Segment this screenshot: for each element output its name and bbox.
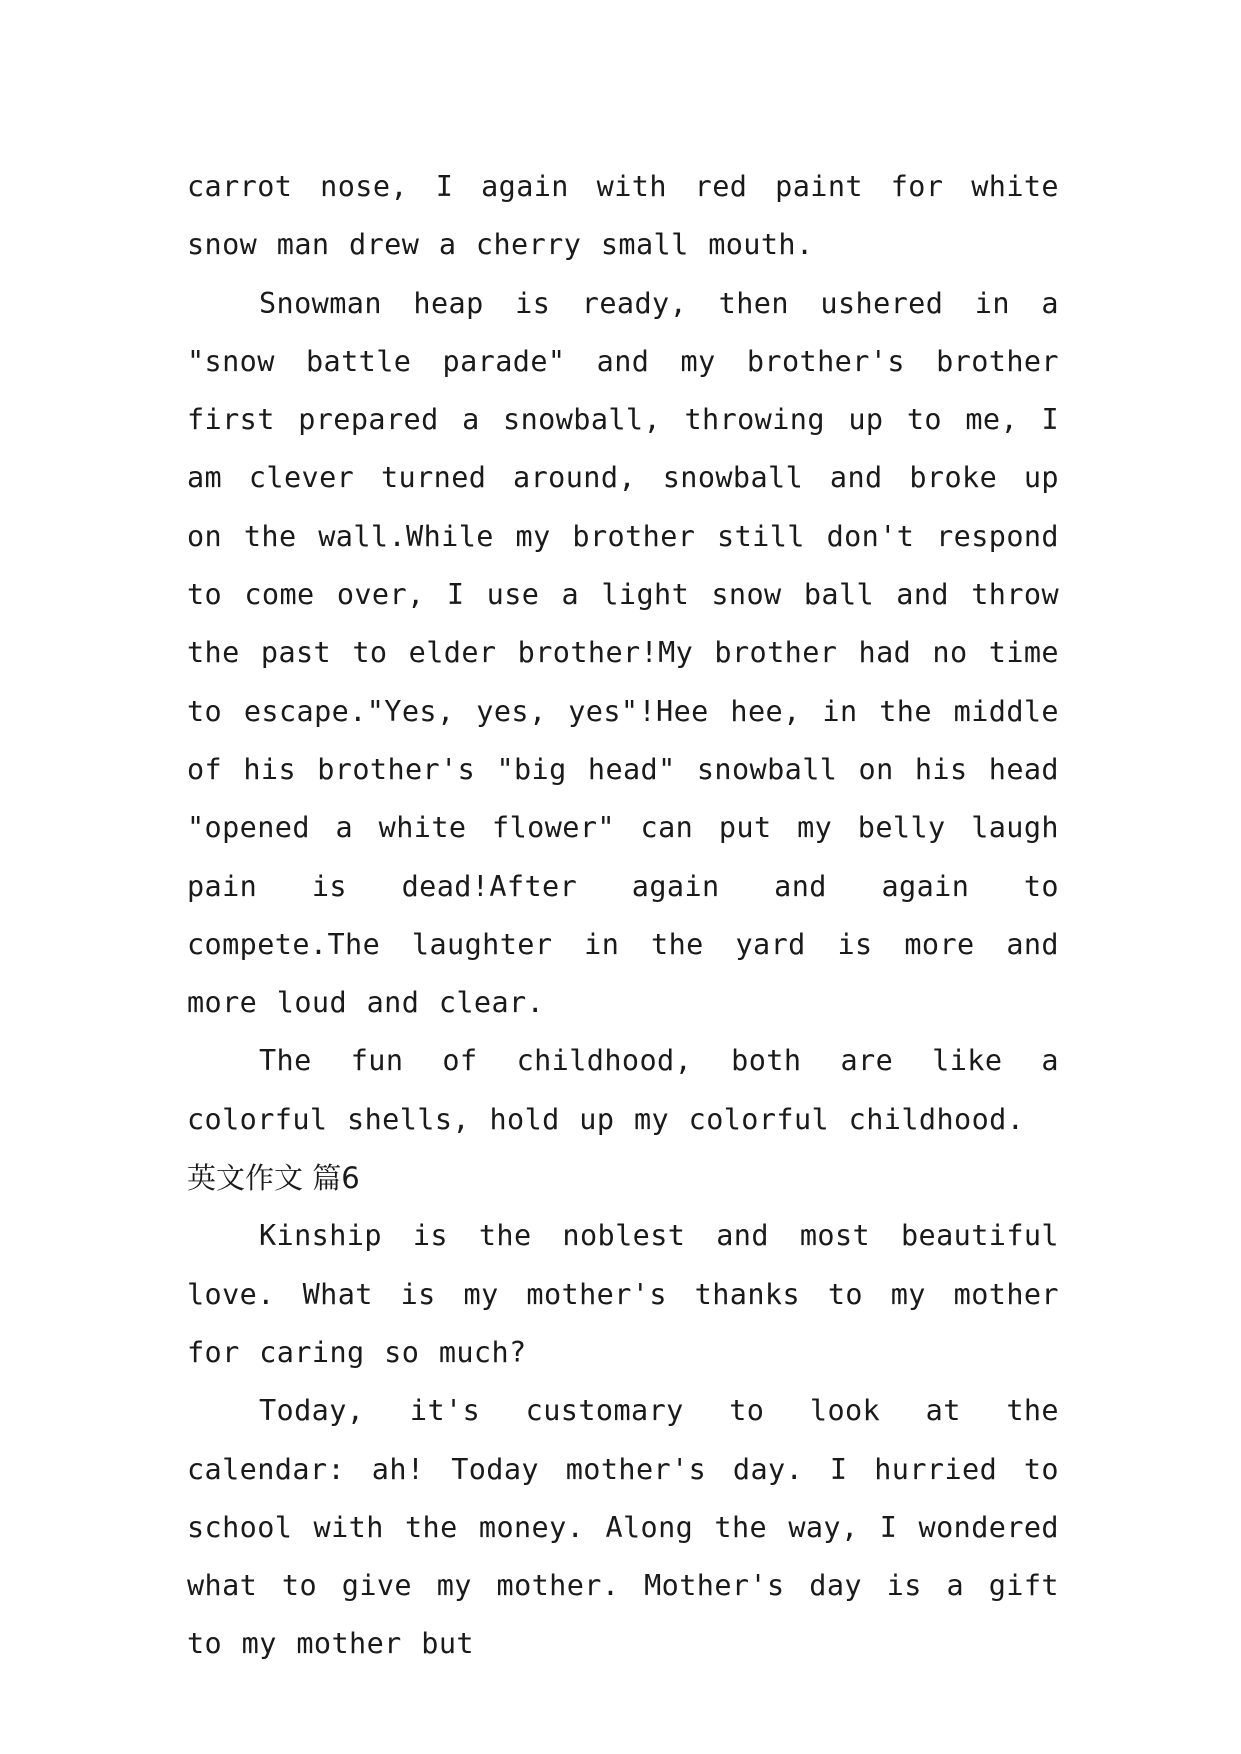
document-page	[187, 158, 1059, 1674]
paragraph-kinship: Kinship is the noblest and most beautiful love. What is my mother's thanks to my mother for caring so much?	[187, 1219, 1059, 1369]
paragraph-childhood-fun: The fun of childhood, both are like a colorful shells, hold up my colorful childhood.	[187, 1044, 1059, 1136]
paragraph-snow-battle: Snowman heap is ready, then ushered in a "snow battle parade" and my brother's brother first prepared a snowball, throwing up to me, I am clever turned around, snowball and broke up on the wall.While my brother still don't respond to come over, I use a light snow ball and throw the past to elder brother!My brother had no time to escape."Yes, yes, yes"!Hee hee, in the middle of his brother's "big head" snowball on his head "opened a white flower" can put my belly laugh pain is dead!After again and again to compete.The laughter in the yard is more and more loud and clear.	[187, 286, 1059, 1020]
paragraph-snowman-mouth: carrot nose, I again with red paint for white snow man drew a cherry small mouth.	[187, 170, 1059, 262]
section-heading: 英文作文 篇6	[187, 1161, 360, 1196]
paragraph-mothers-day: Today, it's customary to look at the calendar: ah! Today mother's day. I hurried to school with the money. Along the way, I wondered what to give my mother. Mother's day is a gift to my mother but	[187, 1394, 1059, 1661]
